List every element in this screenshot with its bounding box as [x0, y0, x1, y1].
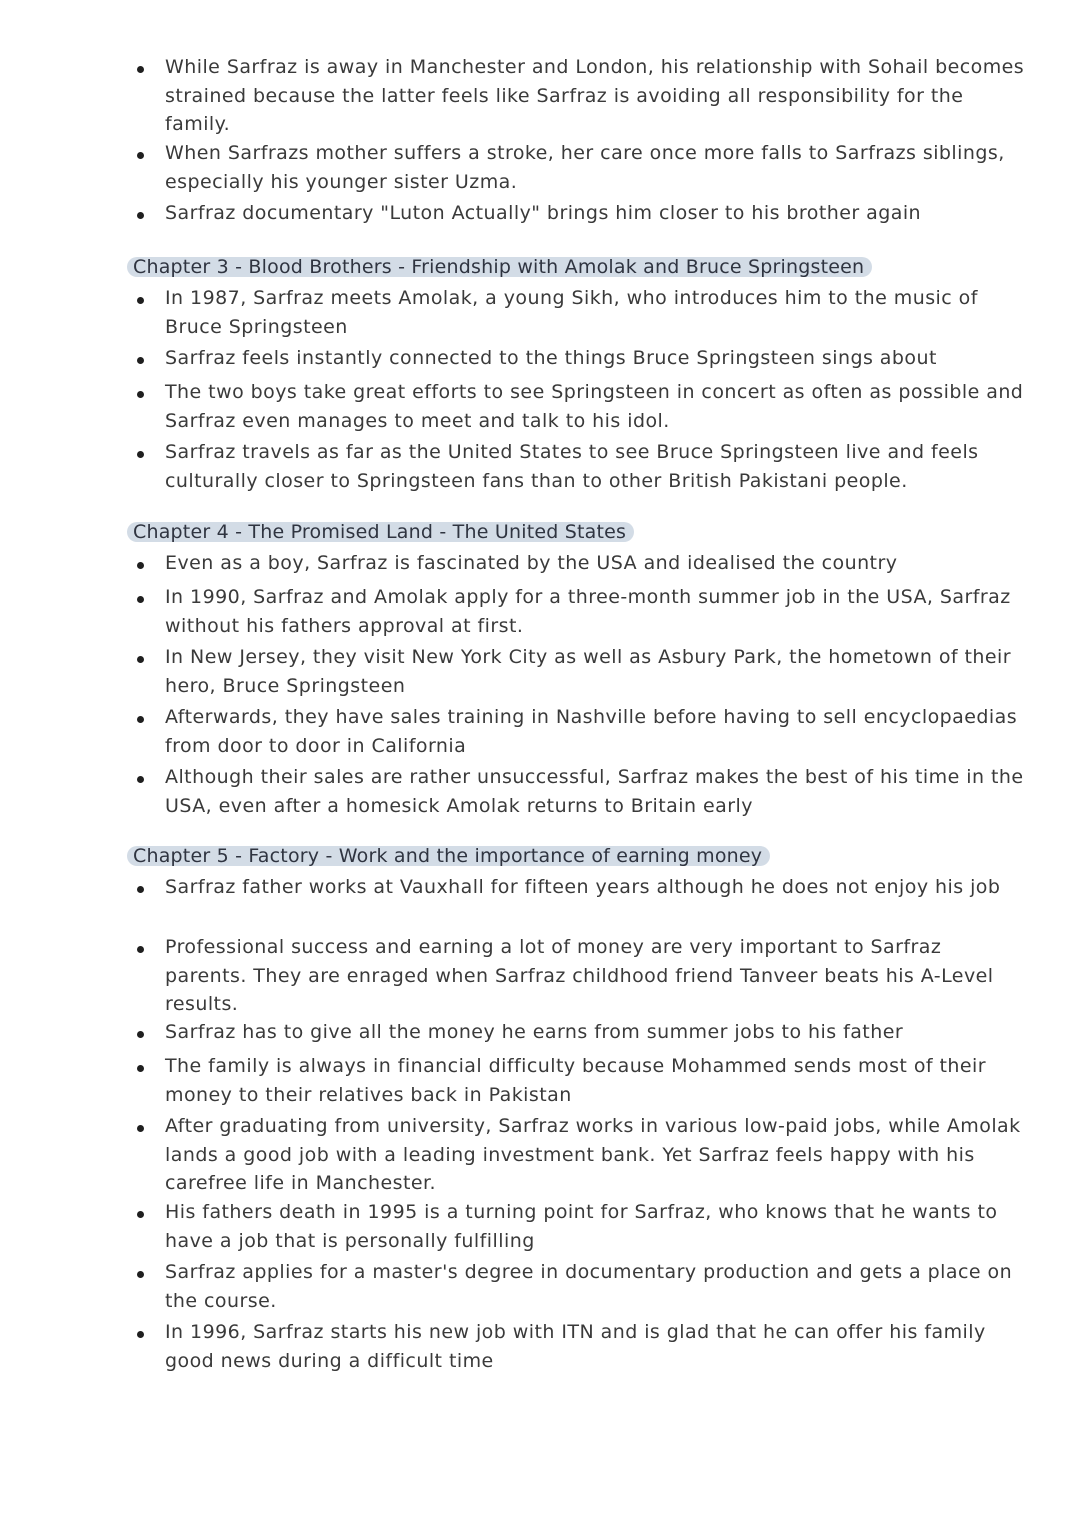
- list-item-text: In 1990, Sarfraz and Amolak apply for a three-month summer job in the USA, Sarfraz without his fathers approval at first.: [165, 586, 1011, 637]
- bullet-dot: [137, 596, 144, 603]
- list-item-text: Afterwards, they have sales training in Nashville before having to sell encyclopaedias from door to door in California: [165, 706, 1018, 757]
- bullet-dot: [137, 656, 144, 663]
- list-item-text: Professional success and earning a lot of money are very important to Sarfraz parents. They are enraged when Sarfraz childhood friend Tanveer beats his A-Level results.: [165, 936, 994, 1015]
- bullet-dot: [137, 946, 144, 953]
- list-item-text: Sarfraz feels instantly connected to the things Bruce Springsteen sings about: [165, 347, 937, 369]
- bullet-dot: [137, 391, 144, 398]
- list-item-text: The two boys take great efforts to see Springsteen in concert as often as possible and Sarfraz even manages to meet and talk to his idol.: [165, 381, 1024, 432]
- list-item-text: Sarfraz applies for a master's degree in documentary production and gets a place on the course.: [165, 1261, 1013, 1312]
- bullet-dot: [137, 1125, 144, 1132]
- list-item-text: After graduating from university, Sarfraz works in various low-paid jobs, while Amolak lands a good job with a leading investment bank. Yet Sarfraz feels happy with his carefree life in Manchester.: [165, 1115, 1021, 1194]
- bullet-dot: [137, 1065, 144, 1072]
- chapter-heading: Chapter 3 - Blood Brothers - Friendship with Amolak and Bruce Springsteen: [127, 257, 872, 277]
- bullet-dot: [137, 1031, 144, 1038]
- bullet-dot: [137, 776, 144, 783]
- bullet-dot: [137, 1271, 144, 1278]
- bullet-dot: [137, 1331, 144, 1338]
- bullet-dot: [137, 357, 144, 364]
- bullet-dot: [137, 451, 144, 458]
- bullet-dot: [137, 152, 144, 159]
- list-item-text: The family is always in financial difficulty because Mohammed sends most of their money to their relatives back in Pakistan: [165, 1055, 987, 1106]
- list-item-text: Sarfraz has to give all the money he earns from summer jobs to his father: [165, 1021, 904, 1043]
- list-item-text: Even as a boy, Sarfraz is fascinated by the USA and idealised the country: [165, 552, 898, 574]
- bullet-dot: [137, 212, 144, 219]
- bullet-dot: [137, 1211, 144, 1218]
- bullet-dot: [137, 886, 144, 893]
- list-item-text: Sarfraz father works at Vauxhall for fifteen years although he does not enjoy his job: [165, 876, 1001, 898]
- list-item-text: Sarfraz documentary "Luton Actually" brings him closer to his brother again: [165, 202, 922, 224]
- list-item-text: His fathers death in 1995 is a turning point for Sarfraz, who knows that he wants to have a job that is personally fulfilling: [165, 1201, 998, 1252]
- list-item-text: While Sarfraz is away in Manchester and London, his relationship with Sohail becomes strained because the latter feels like Sarfraz is avoiding all responsibility for the family.: [165, 56, 1025, 135]
- chapter-heading: Chapter 5 - Factory - Work and the importance of earning money: [127, 846, 770, 866]
- list-item-text: When Sarfrazs mother suffers a stroke, her care once more falls to Sarfrazs siblings, especially his younger sister Uzma.: [165, 142, 1005, 193]
- bullet-dot: [137, 716, 144, 723]
- list-item-text: In 1987, Sarfraz meets Amolak, a young Sikh, who introduces him to the music of Bruce Springsteen: [165, 287, 978, 338]
- list-item-text: In 1996, Sarfraz starts his new job with ITN and is glad that he can offer his family good news during a difficult time: [165, 1321, 986, 1372]
- list-item-text: Although their sales are rather unsuccessful, Sarfraz makes the best of his time in the USA, even after a homesick Amolak returns to Britain early: [165, 766, 1024, 817]
- list-item-text: In New Jersey, they visit New York City as well as Asbury Park, the hometown of their hero, Bruce Springsteen: [165, 646, 1012, 697]
- chapter-heading: Chapter 4 - The Promised Land - The United States: [127, 522, 634, 542]
- bullet-dot: [137, 562, 144, 569]
- bullet-dot: [137, 66, 144, 73]
- bullet-dot: [137, 297, 144, 304]
- list-item-text: Sarfraz travels as far as the United States to see Bruce Springsteen live and feels culturally closer to Springsteen fans than to other British Pakistani people.: [165, 441, 979, 492]
